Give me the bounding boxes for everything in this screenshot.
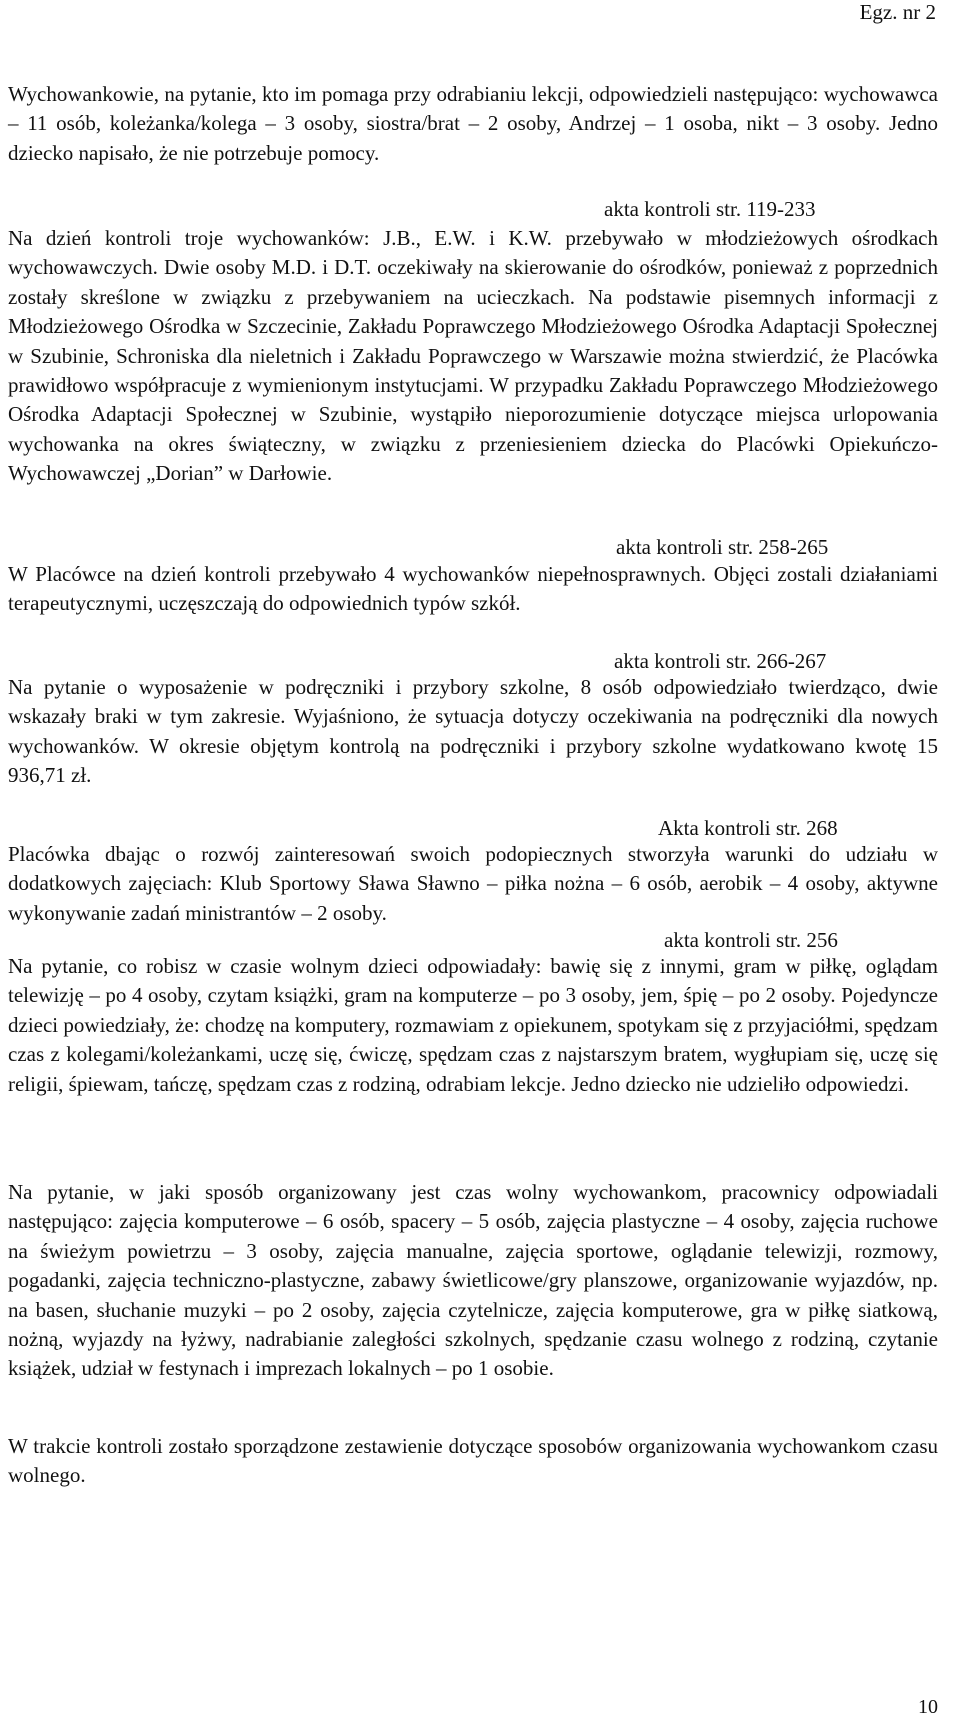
paragraph-disabled-pupils: W Placówce na dzień kontroli przebywało 4 wychowanków niepełnosprawnych. Objęci zostali działaniami terapeutycznymi, uczęszczają do odpowiednich typów szkół. <box>8 562 938 616</box>
paragraph-homework-help: Wychowankowie, na pytanie, kto im pomaga przy odrabianiu lekcji, odpowiedzieli następująco: wychowawca – 11 osób, koleżanka/kolega – 3 osoby, siostra/brat – 2 osoby, Andrzej – 1 osoba, nikt – 3 osoby. Jedno dziecko napisało, że nie potrzebuje pomocy. <box>8 82 938 165</box>
paragraph-extra-activities: Placówka dbając o rozwój zainteresowań swoich podopiecznych stworzyła warunki do udziału w dodatkowych zajęciach: Klub Sportowy Sława Sławno – piłka nożna – 6 osób, aerobik – 4 osoby, aktywne wykonywanie zadań ministrantów – 2 osoby. <box>8 842 938 925</box>
paragraph-free-time-children: Na pytanie, co robisz w czasie wolnym dzieci odpowiadały: bawię się z innymi, gram w piłkę, oglądam telewizję – po 4 osoby, czytam książki, gram na komputerze – po 3 osoby, jem, śpię – po 2 osoby. Pojedyncze dzieci powiedziały, że: chodzę na komputery, rozmawiam z opiekunem, spotykam się z przyjaciółmi, spędzam czas z kolegami/koleżankami, uczę się, ćwiczę, spędzam czas z najstarszym bratem, wygłupiam się, uczę się religii, śpiewam, tańczę, spędzam czas z rodziną, odrabiam lekcje. Jedno dziecko nie udzieliło odpowiedzi. <box>8 954 938 1096</box>
paragraph-youth-centers: Na dzień kontroli troje wychowanków: J.B., E.W. i K.W. przebywało w młodzieżowych ośrodkach wychowawczych. Dwie osoby M.D. i D.T. oczekiwały na skierowanie do ośrodków, ponieważ z poprzednich zostały skreślone w związku z przebywaniem na ucieczkach. Na podstawie pisemnych informacji z Młodzieżowego Ośrodka w Szczecinie, Zakładu Poprawczego Młodzieżowego Ośrodka Adaptacji Społecznej w Szubinie, Schroniska dla nieletnich i Zakładu Poprawczego w Warszawie można stwierdzić, że Placówka prawidłowo współpracuje z wymienionym instytucjami. W przypadku Zakładu Poprawczego Młodzieżowego Ośrodka Adaptacji Społecznej w Szubinie, wystąpiło nieporozumienie dotyczące miejsca urlopowania wychowanka na okres świąteczny, w związku z przeniesieniem dziecka do Placówki Opiekuńczo-Wychowawczej „Dorian” w Darłowie. <box>8 226 938 486</box>
reference-note: akta kontroli str. 256 <box>664 928 838 952</box>
paragraph-summary: W trakcie kontroli zostało sporządzone zestawienie dotyczące sposobów organizowania wychowankom czasu wolnego. <box>8 1434 938 1488</box>
reference-note: akta kontroli str. 119-233 <box>604 197 816 221</box>
paragraph-free-time-staff: Na pytanie, w jaki sposób organizowany jest czas wolny wychowankom, pracownicy odpowiadali następująco: zajęcia komputerowe – 6 osób, spacery – 5 osób, zajęcia plastyczne – 4 osoby, zajęcia ruchowe na świeżym powietrzu – 3 osoby, zajęcia manualne, zajęcia sportowe, oglądanie telewizji, rozmowy, pogadanki, zajęcia techniczno-plastyczne, zabawy świetlicowe/gry planszowe, organizowanie wyjazdów, np. na basen, słuchanie muzyki – po 2 osoby, zajęcia czytelnicze, zajęcia komputerowe, gra w piłkę siatkową, nożną, wyjazdy na łyżwy, nadrabianie zaległości szkolnych, spędzanie czasu wolnego z rodziną, czytanie książek, udział w festynach i imprezach lokalnych – po 1 osobie. <box>8 1180 938 1381</box>
reference-note: Akta kontroli str. 268 <box>658 816 838 840</box>
reference-note: akta kontroli str. 266-267 <box>614 649 827 673</box>
paragraph-school-supplies: Na pytanie o wyposażenie w podręczniki i przybory szkolne, 8 osób odpowiedziało twierdząco, dwie wskazały braki w tym zakresie. Wyjaśniono, że sytuacja dotyczy oczekiwania na podręczniki dla nowych wychowanków. W okresie objętym kontrolą na podręczniki i przybory szkolne wydatkowano kwotę 15 936,71 zł. <box>8 675 938 788</box>
copy-number-label: Egz. nr 2 <box>859 0 936 24</box>
document-page <box>8 0 938 1726</box>
reference-note: akta kontroli str. 258-265 <box>616 535 829 559</box>
page-number: 10 <box>918 1696 938 1718</box>
